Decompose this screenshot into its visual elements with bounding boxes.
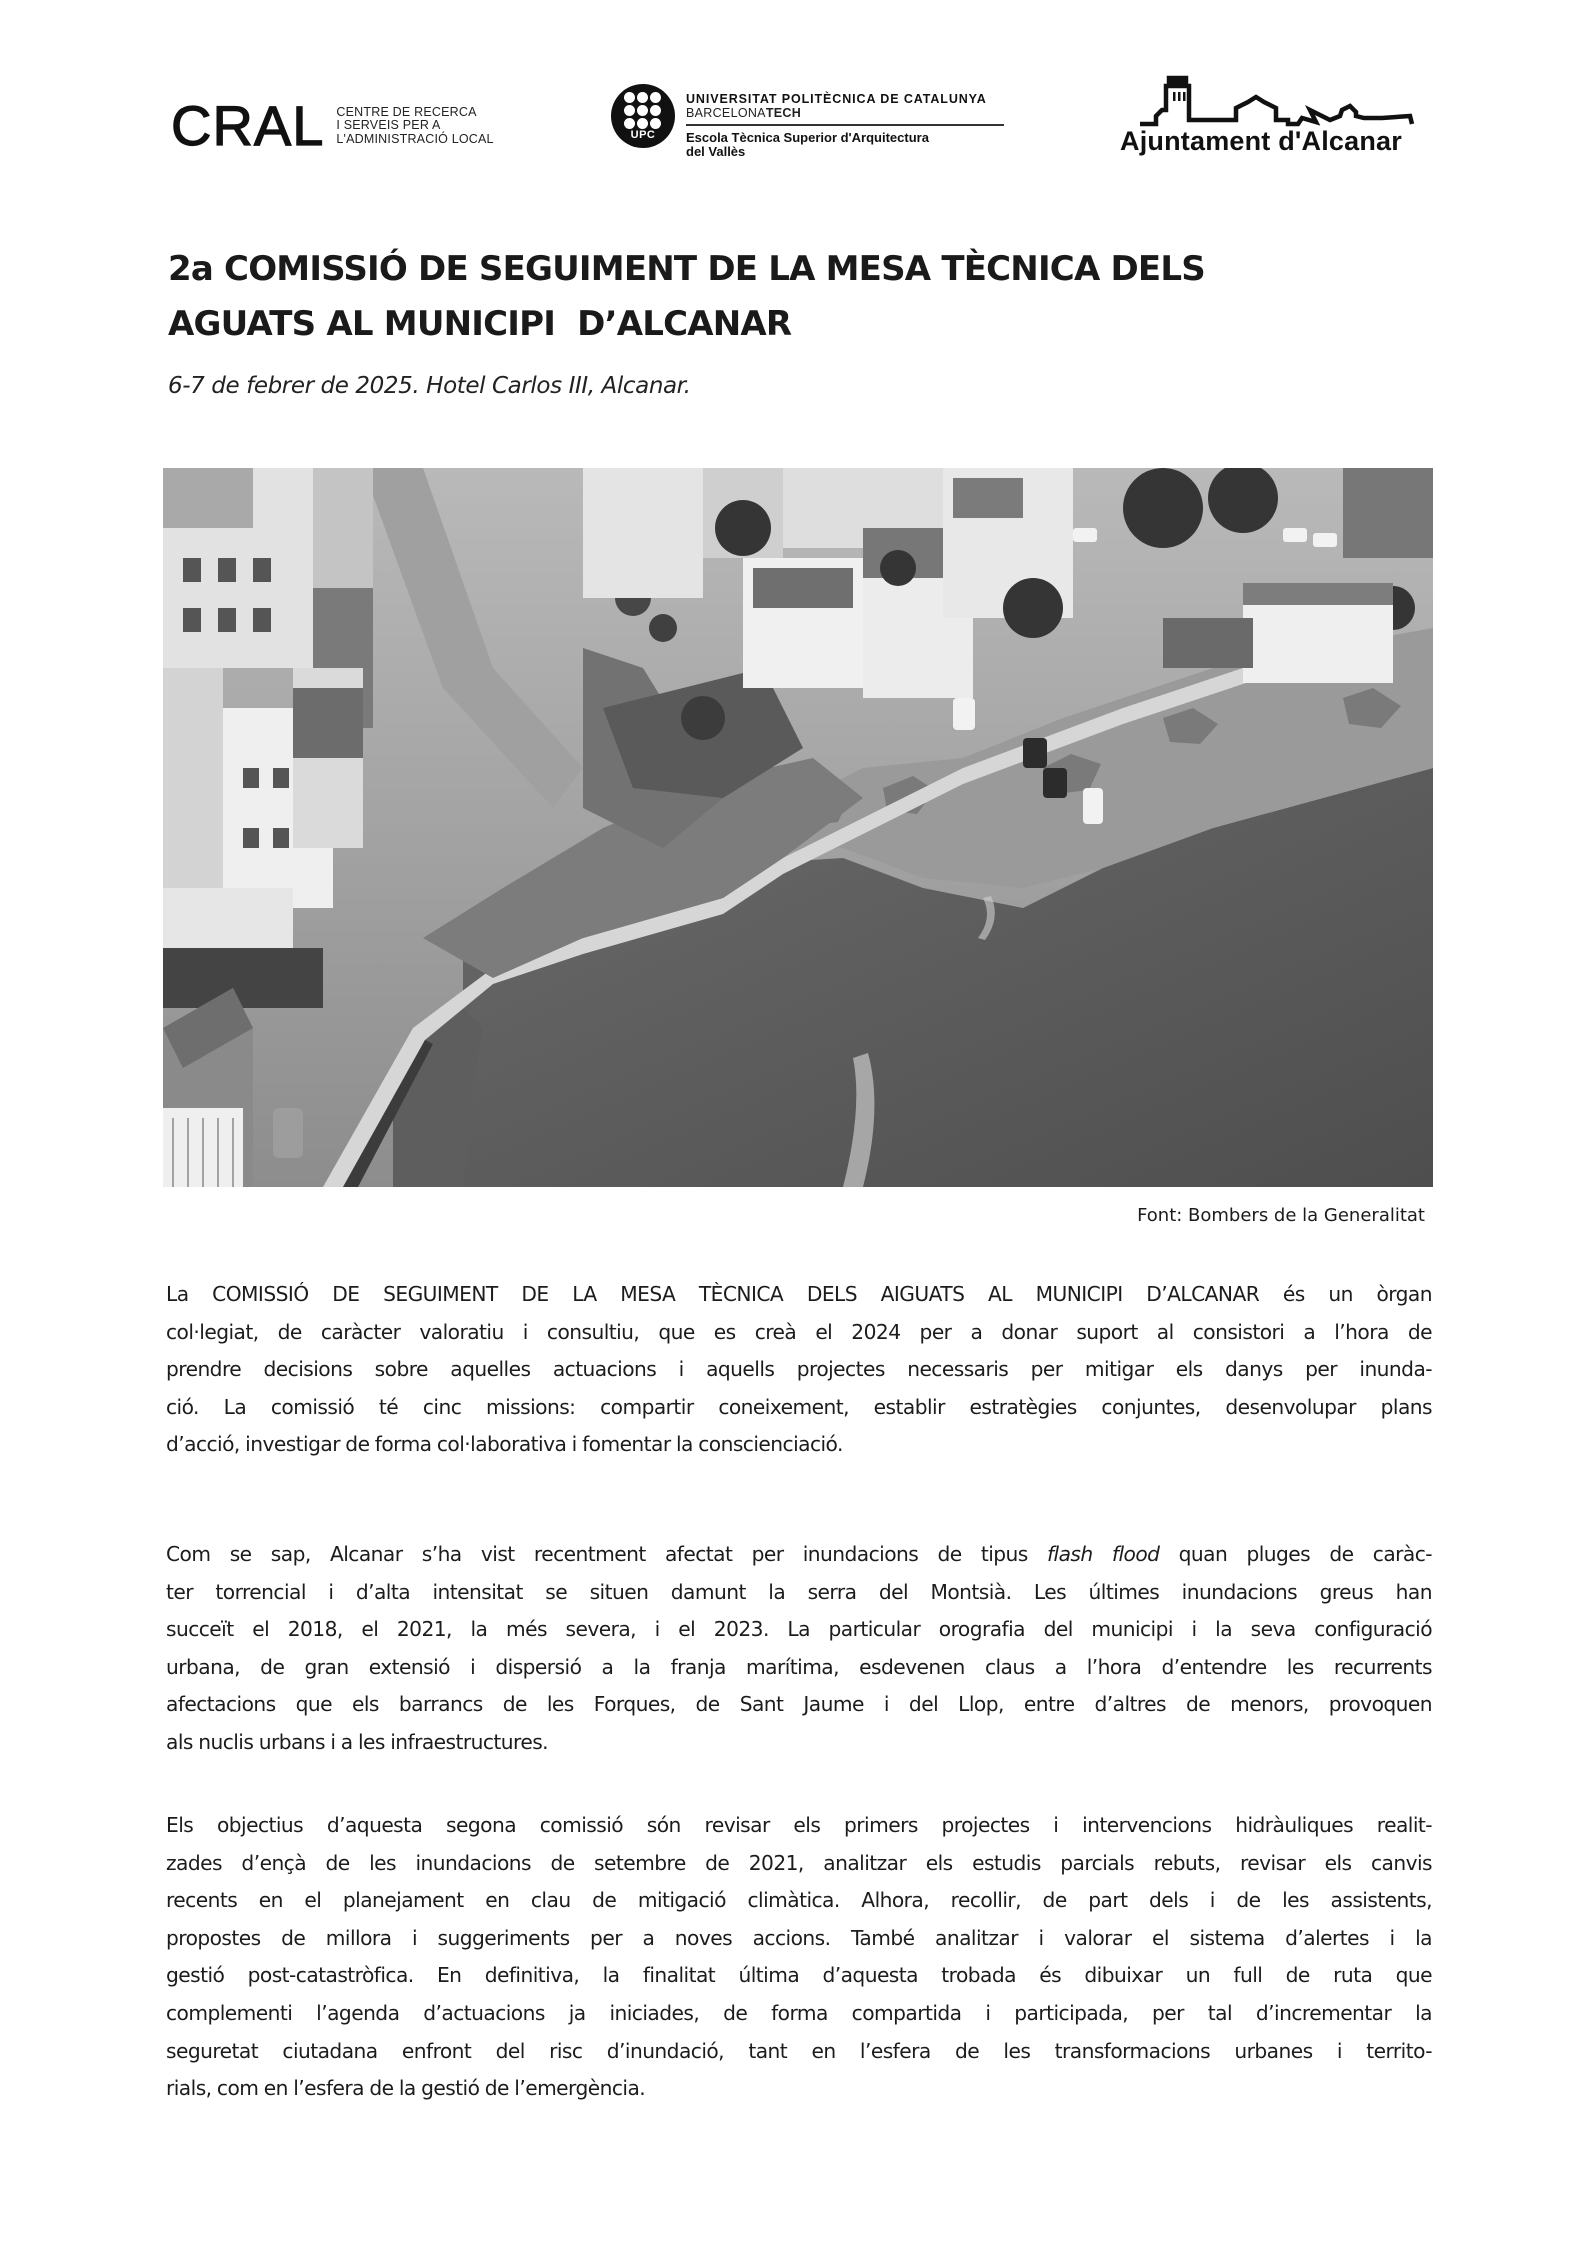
paragraph-text: Com se sap, Alcanar s’ha vist recentment afectat per inundacions de tipus <box>166 1542 1047 1566</box>
body-paragraph-context <box>166 1536 1432 1762</box>
page-title-line: 2a COMISSIÓ DE SEGUIMENT DE LA MESA TÈCNICA DELS <box>168 249 1205 289</box>
paragraph-line: d’acció, investigar de forma col·laborativa i fomentar la conscienciació. <box>166 1432 843 1457</box>
upc-logo <box>611 84 1008 159</box>
event-date-location: 6-7 de febrer de 2025. Hotel Carlos III, Alcanar. <box>168 373 691 399</box>
body-paragraph-intro <box>166 1276 1432 1464</box>
upc-emblem-icon <box>611 84 675 148</box>
paragraph-line: urbana, de gran extensió i dispersió a la franja marítima, esdevenen claus a l’hora d’entendre les recurrents <box>166 1654 1432 1679</box>
upc-university-name: UNIVERSITAT POLITÈCNICA DE CATALUNYA <box>686 92 987 106</box>
paragraph-line: La COMISSIÓ DE SEGUIMENT DE LA MESA TÈCNICA DELS AIGUATS AL MUNICIPI D’ALCANAR és un òrgan <box>166 1282 1432 1306</box>
cral-subtitle-line: I SERVEIS PER A <box>336 118 441 133</box>
upc-badge-text: UPC <box>630 129 656 141</box>
paragraph-line: succeït el 2018, el 2021, la més severa, i el 2023. La particular orografia del municipi i la seva configuració <box>166 1617 1432 1642</box>
paragraph-line: prendre decisions sobre aquelles actuacions i aquells projectes necessaris per mitigar els danys per inunda- <box>166 1357 1432 1382</box>
upc-school-name-line1: Escola Tècnica Superior d'Arquitectura <box>686 130 929 145</box>
paragraph-line <box>166 1536 1432 1574</box>
ajuntament-name: Ajuntament d'Alcanar <box>1120 126 1402 156</box>
cral-subtitle <box>336 106 493 147</box>
cral-wordmark: CRAL <box>171 94 325 157</box>
paragraph-line: als nuclis urbans i a les infraestructures. <box>166 1729 549 1754</box>
upc-divider <box>686 124 1004 126</box>
paragraph-line: seguretat ciutadana enfront del risc d’inundació, tant en l’esfera de les transformacions urbanes i territo- <box>166 2038 1432 2063</box>
paragraph-line: col·legiat, de caràcter valoratiu i consultiu, que es creà el 2024 per a donar suport al consistori a l’hora de <box>166 1319 1432 1344</box>
photo-caption: Font: Bombers de la Generalitat <box>1137 1205 1425 1226</box>
aerial-flood-photo <box>163 468 1433 1187</box>
paragraph-line: recents en el planejament en clau de mitigació climàtica. Alhora, recollir, de part dels i de les assistents, <box>166 1888 1432 1913</box>
paragraph-line: ció. La comissió té cinc missions: compartir coneixement, establir estratègies conjuntes, desenvolupar plans <box>166 1394 1432 1419</box>
flash-flood-term: flash flood <box>1047 1542 1160 1566</box>
paragraph-line: zades d’ençà de les inundacions de setembre de 2021, analitzar els estudis parcials rebuts, revisar els canvis <box>166 1850 1432 1875</box>
alcanar-skyline-icon <box>1120 66 1430 128</box>
cral-subtitle-line: CENTRE DE RECERCA <box>336 104 477 119</box>
page-title <box>168 242 1448 352</box>
ajuntament-alcanar-logo <box>1120 66 1430 157</box>
upc-school-name-line2: del Vallès <box>686 144 746 159</box>
paragraph-line: rials, com en l’esfera de la gestió de l’emergència. <box>166 2076 646 2101</box>
cral-logo <box>171 96 494 156</box>
upc-barcelonatech <box>686 106 1008 120</box>
upc-barcelona-text: BARCELONA <box>686 106 766 120</box>
page-title-line: AGUATS AL MUNICIPI D’ALCANAR <box>168 304 792 344</box>
upc-tech-text: TECH <box>765 106 802 120</box>
paragraph-line: ter torrencial i d’alta intensitat se situen damunt la serra del Montsià. Les últimes inundacions greus han <box>166 1579 1432 1604</box>
paragraph-line: afectacions que els barrancs de les Forques, de Sant Jaume i del Llop, entre d’altres de menors, provoquen <box>166 1692 1432 1717</box>
paragraph-line: complementi l’agenda d’actuacions ja iniciades, de forma compartida i participada, per tal d’incrementar la <box>166 2000 1432 2025</box>
paragraph-line: gestió post-catastròfica. En definitiva, la finalitat última d’aquesta trobada és dibuixar un full de ruta que <box>166 1963 1432 1988</box>
cral-subtitle-line: L'ADMINISTRACIÓ LOCAL <box>336 131 494 146</box>
paragraph-line: propostes de millora i suggeriments per a noves accions. També analitzar i valorar el sistema d’alertes i la <box>166 1925 1432 1950</box>
paragraph-line: Els objectius d’aquesta segona comissió són revisar els primers projectes i intervencions hidràuliques realit- <box>166 1813 1432 1837</box>
body-paragraph-objectives <box>166 1807 1432 2108</box>
upc-text-block <box>686 92 1008 159</box>
paragraph-text: quan pluges de caràc- <box>1159 1542 1432 1566</box>
aerial-photo-illustration <box>163 468 1433 1187</box>
